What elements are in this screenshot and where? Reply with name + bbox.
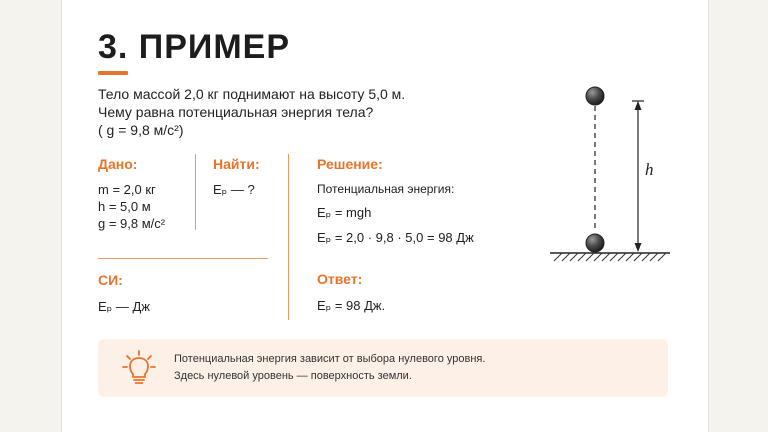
ground-hatching [554,253,666,261]
divider-given-find [195,154,196,230]
height-diagram [546,80,676,270]
height-label: h [645,160,654,179]
find-heading: Найти: [213,156,260,172]
page-title: 3. ПРИМЕР [98,28,291,66]
height-arrow-down [635,243,642,252]
ball-top [586,87,604,105]
lightbulb-icon [120,349,158,387]
title-underline [98,71,128,75]
solution-heading: Решение: [317,156,383,172]
note-box [98,339,668,397]
si-item: Eₚ — Дж [98,299,150,314]
given-item-height: h = 5,0 м [98,199,151,214]
height-arrow-up [635,101,642,110]
solution-intro: Потенциальная энергия: [317,182,455,196]
problem-line-2: Чему равна потенциальная энергия тела? [98,104,374,120]
solution-calculation: Eₚ = 2,0 · 9,8 · 5,0 = 98 Дж [317,230,474,245]
note-text [174,351,485,385]
note-line-2: Здесь нулевой уровень — поверхность земли. [174,370,412,382]
given-item-gravity: g = 9,8 м/с² [98,216,166,231]
answer-heading: Ответ: [317,271,363,287]
si-heading: СИ: [98,272,123,288]
given-item-mass: m = 2,0 кг [98,182,156,197]
problem-line-1: Тело массой 2,0 кг поднимают на высоту 5,0 м. [98,86,406,102]
slide [61,0,709,432]
answer-item: Eₚ = 98 Дж. [317,298,386,313]
solution-formula: Eₚ = mgh [317,205,372,220]
divider-solution [288,154,289,320]
note-line-1: Потенциальная энергия зависит от выбора нулевого уровня. [174,353,486,365]
problem-line-3: ( g = 9,8 м/с²) [98,122,184,138]
given-heading: Дано: [98,156,138,172]
ball-bottom [586,234,604,252]
divider-given-si [98,258,268,259]
find-item: Eₚ — ? [213,182,255,197]
problem-statement [98,85,478,139]
